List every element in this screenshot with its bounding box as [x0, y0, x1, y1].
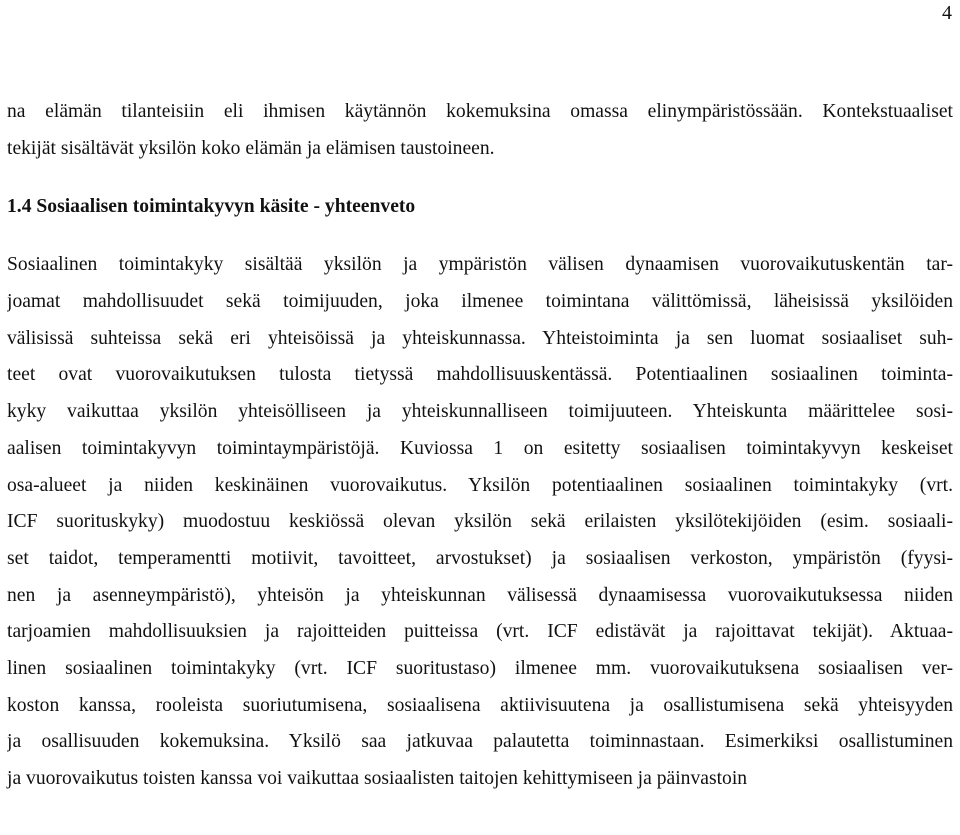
- text-line: ja osallisuuden kokemuksina. Yksilö saa jatkuvaa palautetta toiminnastaan. Esimerkiksi osallistuminen: [7, 731, 953, 753]
- text-line: aalisen toimintakyvyn toimintaympäristöjä. Kuviossa 1 on esitetty sosiaalisen toimintakyvyn keskeiset: [7, 437, 953, 459]
- text-line: na elämän tilanteisiin eli ihmisen käytännön kokemuksina omassa elinympäristössään. Kontekstuaaliset: [7, 101, 953, 122]
- text-line: kyky vaikuttaa yksilön yhteisölliseen ja yhteiskunnalliseen toimijuuteen. Yhteiskunta määrittelee sosi-: [7, 401, 953, 423]
- text-line: tarjoamien mahdollisuuksien ja rajoitteiden puitteissa (vrt. ICF edistävät ja rajoittavat tekijät). Aktuaa-: [7, 621, 953, 643]
- page-number: 4: [942, 2, 952, 24]
- text-line: nen ja asenneympäristö), yhteisön ja yhteiskunnan välisessä dynaamisessa vuorovaikutuksessa niiden: [7, 584, 953, 606]
- text-line: välisissä suhteissa sekä eri yhteisöissä ja yhteiskunnassa. Yhteistoiminta ja sen luomat sosiaaliset suh-: [7, 327, 953, 349]
- text-line: osa-alueet ja niiden keskinäinen vuorovaikutus. Yksilön potentiaalinen sosiaalinen toimintakyky (vrt.: [7, 474, 953, 496]
- text-line: linen sosiaalinen toimintakyky (vrt. ICF suoritustaso) ilmenee mm. vuorovaikutuksena sosiaalisen ver-: [7, 657, 953, 679]
- intro-paragraph: [7, 94, 953, 167]
- section-heading: 1.4 Sosiaalisen toimintakyvyn käsite - yhteenveto: [7, 196, 416, 218]
- text-line: joamat mahdollisuudet sekä toimijuuden, joka ilmenee toimintana välittömissä, läheisissä yksilöiden: [7, 291, 953, 313]
- text-line: ICF suorituskyky) muodostuu keskiössä olevan yksilön sekä erilaisten yksilötekijöiden (esim. sosiaali-: [7, 511, 953, 533]
- text-line: koston kanssa, rooleista suoriutumisena, sosiaalisena aktiivisuutena ja osallistumisena sekä yhteisyyden: [7, 694, 953, 716]
- text-line: tekijät sisältävät yksilön koko elämän ja elämisen taustoineen.: [7, 137, 495, 159]
- text-line: Sosiaalinen toimintakyky sisältää yksilön ja ympäristön välisen dynaamisen vuorovaikutuskentän tar-: [7, 254, 953, 276]
- text-line: set taidot, temperamentti motiivit, tavoitteet, arvostukset) ja sosiaalisen verkoston, ympäristön (fyysi-: [7, 547, 953, 569]
- section-paragraph: [7, 247, 953, 797]
- text-line: ja vuorovaikutus toisten kanssa voi vaikuttaa sosiaalisten taitojen kehittymiseen ja päinvastoin: [7, 768, 748, 789]
- document-body: [7, 94, 953, 798]
- text-line: teet ovat vuorovaikutuksen tulosta tietyssä mahdollisuuskentässä. Potentiaalinen sosiaalinen toiminta-: [7, 364, 953, 386]
